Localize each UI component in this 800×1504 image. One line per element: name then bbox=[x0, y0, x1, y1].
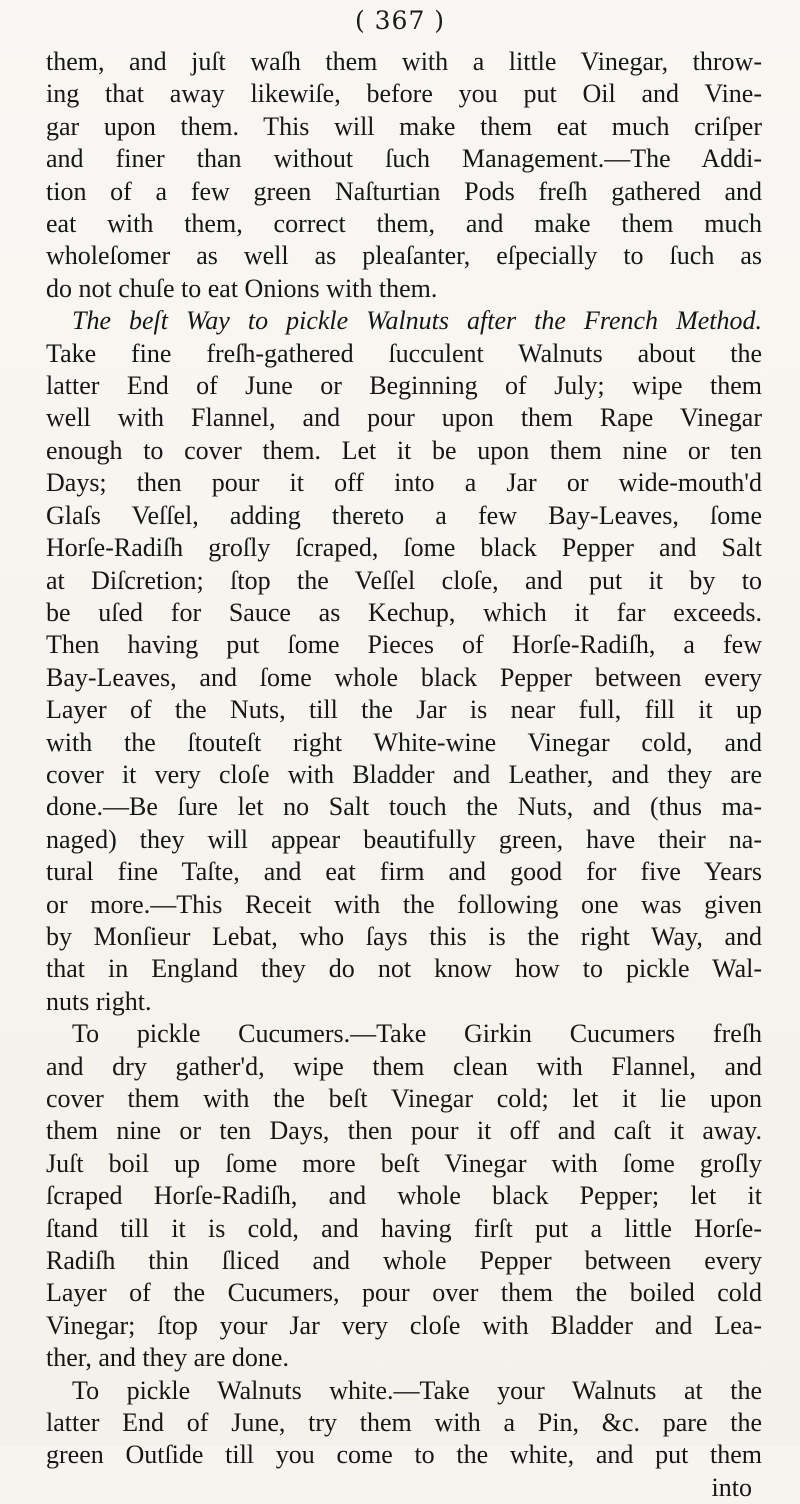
text-line-4: and finer than without ſuch Management.—The Addi- bbox=[46, 144, 762, 174]
text-line-34: them nine or ten Days, then pour it off and caſt it away. bbox=[46, 1116, 762, 1146]
page-body bbox=[46, 46, 762, 1504]
heading-walnuts-white: To pickle Walnuts white.—Take your Walnuts at the bbox=[72, 1375, 762, 1405]
text-line-24: done.—Be ſure let no Salt touch the Nuts, and (thus ma- bbox=[46, 792, 762, 822]
text-line-28: by Monſieur Lebat, who ſays this is the right Way, and bbox=[46, 921, 762, 951]
text-line-43: latter End of June, try them with a Pin, &c. pare the bbox=[46, 1408, 762, 1438]
text-line-38: Radiſh thin ſliced and whole Pepper between every bbox=[46, 1246, 762, 1276]
text-line-6: eat with them, correct them, and make them much bbox=[46, 209, 762, 239]
catchword: into bbox=[711, 1472, 752, 1502]
text-line-44: green Outſide till you come to the white, and put them bbox=[46, 1440, 762, 1470]
text-line-18: be uſed for Sauce as Kechup, which it far exceeds. bbox=[46, 597, 762, 627]
page-number: ( 367 ) bbox=[354, 6, 446, 35]
text-line-36: ſcraped Horſe-Radiſh, and whole black Pepper; let it bbox=[46, 1181, 762, 1211]
text-line-41: ther, and they are done. bbox=[46, 1343, 289, 1373]
text-line-21: Layer of the Nuts, till the Jar is near full, fill it up bbox=[46, 695, 762, 725]
text-line-15: Glaſs Veſſel, adding thereto a few Bay-Leaves, ſome bbox=[46, 500, 762, 530]
text-line-8: do not chuſe to eat Onions with them. bbox=[46, 273, 438, 303]
text-line-3: gar upon them. This will make them eat much criſper bbox=[46, 111, 762, 141]
text-line-40: Vinegar; ſtop your Jar very cloſe with Bladder and Lea- bbox=[46, 1310, 762, 1340]
text-line-11: latter End of June or Beginning of July; wipe them bbox=[46, 371, 762, 401]
text-line-33: cover them with the beſt Vinegar cold; let it lie upon bbox=[46, 1084, 762, 1113]
text-line-12: well with Flannel, and pour upon them Rape Vinegar bbox=[46, 403, 762, 433]
text-line-16: Horſe-Radiſh groſly ſcraped, ſome black Pepper and Salt bbox=[46, 533, 762, 563]
text-line-26: tural fine Taſte, and eat firm and good for five Years bbox=[46, 857, 762, 887]
text-line-25: naged) they will appear beautifully green, have their na- bbox=[46, 824, 762, 854]
text-line-27: or more.—This Receit with the following one was given bbox=[46, 889, 762, 919]
text-line-19: Then having put ſome Pieces of Horſe-Radiſh, a few bbox=[46, 630, 762, 660]
text-line-30: nuts right. bbox=[46, 986, 152, 1016]
text-line-32: and dry gather'd, wipe them clean with Flannel, and bbox=[46, 1051, 762, 1081]
text-line-39: Layer of the Cucumers, pour over them the boiled cold bbox=[46, 1278, 762, 1308]
text-line-23: cover it very cloſe with Bladder and Leather, and they are bbox=[46, 759, 762, 789]
heading-walnuts-french: The beſt Way to pickle Walnuts after the French Method. bbox=[72, 306, 762, 336]
text-line-17: at Diſcretion; ſtop the Veſſel cloſe, and put it by to bbox=[46, 565, 762, 595]
text-line-37: ſtand till it is cold, and having firſt put a little Horſe- bbox=[46, 1213, 762, 1243]
text-line-20: Bay-Leaves, and ſome whole black Pepper between every bbox=[46, 662, 762, 692]
text-line-7: wholeſomer as well as pleaſanter, eſpecially to ſuch as bbox=[46, 241, 762, 271]
text-line-10: Take fine freſh-gathered ſucculent Walnuts about the bbox=[46, 338, 762, 368]
text-line-1: them, and juſt waſh them with a little Vinegar, throw- bbox=[46, 47, 762, 76]
text-line-14: Days; then pour it off into a Jar or wide-mouth'd bbox=[46, 468, 762, 498]
heading-cucumers: To pickle Cucumers.—Take Girkin Cucumers freſh bbox=[72, 1019, 762, 1049]
text-line-2: ing that away likewiſe, before you put Oil and Vine- bbox=[46, 79, 762, 109]
text-line-13: enough to cover them. Let it be upon them nine or ten bbox=[46, 435, 762, 465]
text-line-29: that in England they do not know how to pickle Wal- bbox=[46, 954, 762, 984]
text-line-22: with the ſtouteſt right White-wine Vinegar cold, and bbox=[46, 727, 762, 757]
text-line-35: Juſt boil up ſome more beſt Vinegar with ſome groſly bbox=[46, 1148, 762, 1178]
text-line-5: tion of a few green Naſturtian Pods freſh gathered and bbox=[46, 176, 762, 206]
